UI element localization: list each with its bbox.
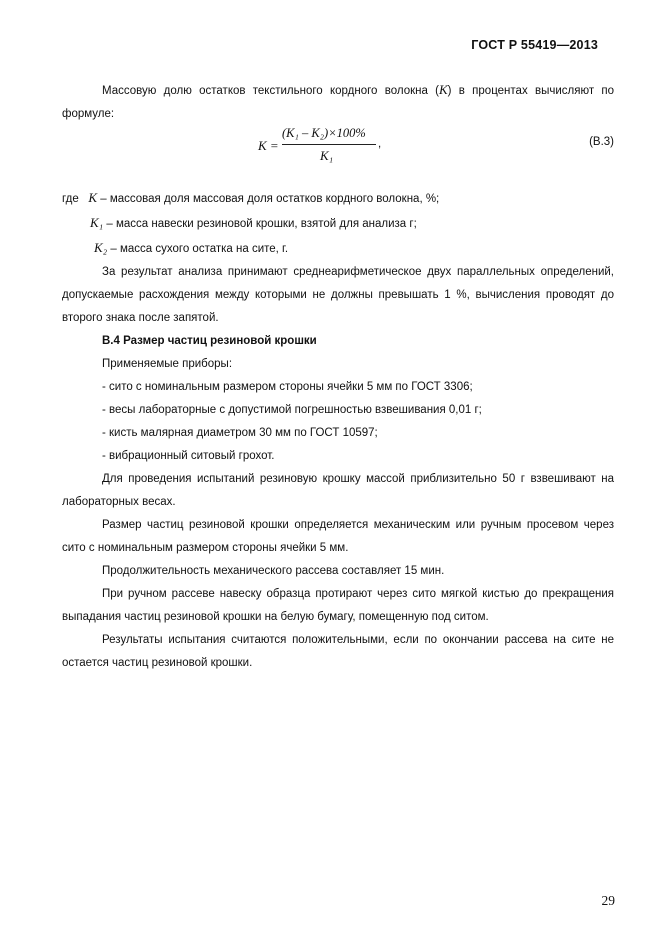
formula-numerator: (K₁ – K₂)×100% bbox=[282, 126, 366, 140]
intro-paragraph bbox=[62, 78, 614, 126]
instrument-item: - вибрационный ситовый грохот. bbox=[102, 450, 275, 462]
where-symbol-k: K bbox=[88, 190, 98, 205]
where-lead: где bbox=[62, 193, 79, 205]
body-paragraph: Результаты испытания считаются положительными, если по окончании рассева на сите не остается частиц резиновой крошки. bbox=[62, 634, 614, 669]
intro-text: Массовую долю остатков текстильного кордного волокна ( bbox=[102, 85, 439, 97]
formula-number: (В.3) bbox=[589, 136, 614, 148]
where-line-1 bbox=[62, 186, 614, 211]
formula-b3 bbox=[62, 128, 614, 180]
instruments-label: Применяемые приборы: bbox=[102, 358, 233, 370]
fraction-bar bbox=[282, 144, 376, 145]
where-line-2 bbox=[62, 211, 614, 236]
where-symbol-k1: K₁ bbox=[90, 215, 104, 230]
instrument-item: - кисть малярная диаметром 30 мм по ГОСТ 10597; bbox=[102, 427, 378, 439]
where-symbol-k2: K₂ bbox=[94, 240, 108, 255]
body-paragraph: Продолжительность механического рассева составляет 15 мин. bbox=[102, 565, 445, 577]
intro-variable: K bbox=[439, 82, 448, 97]
page-number: 29 bbox=[601, 893, 615, 908]
document-id-header: ГОСТ Р 55419—2013 bbox=[471, 38, 598, 52]
instrument-item: - сито с номинальным размером стороны ячейки 5 мм по ГОСТ 3306; bbox=[102, 381, 473, 393]
body-paragraph: Для проведения испытаний резиновую крошку массой приблизительно 50 г взвешивают на лабораторных весах. bbox=[62, 473, 614, 508]
body-paragraph: Размер частиц резиновой крошки определяется механическим или ручным просевом через сито с номинальным размером стороны ячейки 5 мм. bbox=[62, 519, 614, 554]
instrument-item: - весы лабораторные с допустимой погрешностью взвешивания 0,01 г; bbox=[102, 404, 482, 416]
where-line-3 bbox=[62, 236, 614, 261]
where-text-k1: – масса навески резиновой крошки, взятой для анализа г; bbox=[103, 218, 417, 230]
section-title: В.4 Размер частиц резиновой крошки bbox=[102, 335, 317, 347]
where-text-k: – массовая доля массовая доля остатков кордного волокна, %; bbox=[97, 193, 440, 205]
formula-denominator: K₁ bbox=[320, 148, 334, 163]
result-paragraph: За результат анализа принимают среднеарифметическое двух параллельных определений, допускаемые расхождения между которыми не должны превышать 1 %, вычисления проводят до второго знака после запятой. bbox=[62, 266, 614, 324]
intro-text-end: ) в процентах вычисляют по формуле: bbox=[62, 85, 615, 120]
page-body bbox=[62, 78, 614, 675]
formula-comma: , bbox=[378, 138, 382, 150]
formula-lhs: K = bbox=[258, 138, 279, 153]
body-paragraph: При ручном рассеве навеску образца протирают через сито мягкой кистью до прекращения выпадания частиц резиновой крошки на белую бумагу, помещенную под ситом. bbox=[62, 588, 614, 623]
where-text-k2: – масса сухого остатка на сите, г. bbox=[107, 243, 289, 255]
